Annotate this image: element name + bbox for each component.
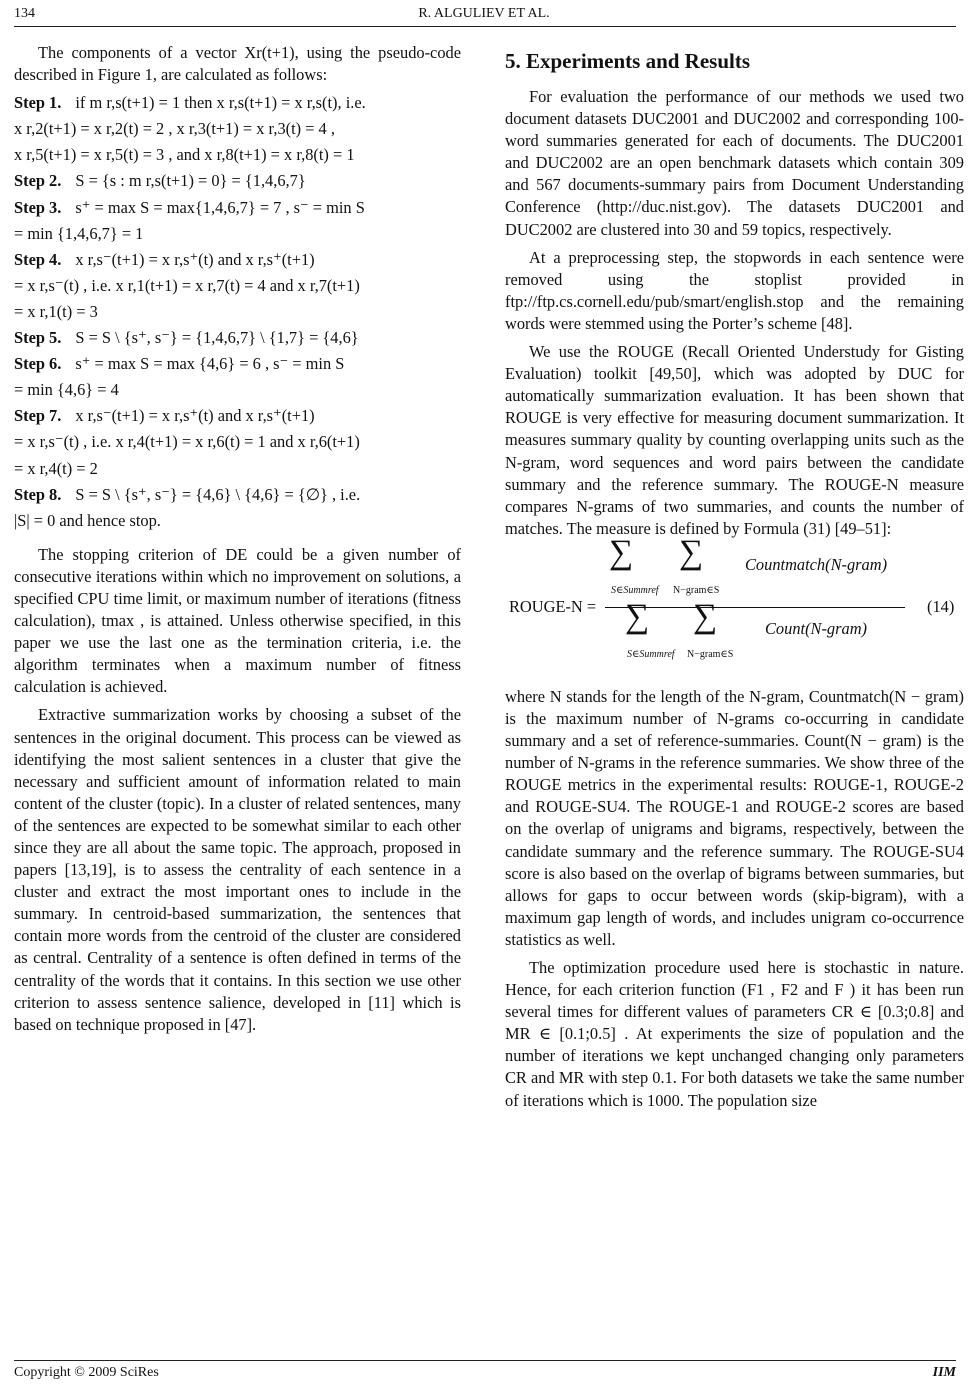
step-expression: s⁺ = max S = max{1,4,6,7} = 7 , s⁻ = min S — [75, 197, 365, 217]
step-line — [14, 484, 461, 506]
step-expression: = x r,s⁻(t) , i.e. x r,4(t+1) = x r,6(t) = 1 and x r,6(t+1) — [14, 432, 360, 452]
step-expression: x r,s⁻(t+1) = x r,s⁺(t) and x r,s⁺(t+1) — [75, 406, 315, 426]
step-label: Step 5. — [14, 328, 62, 348]
step-line — [14, 379, 461, 401]
copyright: Copyright © 2009 SciRes — [14, 1365, 159, 1380]
denominator-sub-inner: N−gram∈S — [687, 648, 734, 660]
right-column — [505, 48, 964, 1112]
step-label: Step 2. — [14, 171, 62, 191]
numerator-term: Countmatch(N-gram) — [745, 554, 888, 574]
step-list — [14, 92, 461, 532]
extractive-summarization-paragraph: Extractive summarization works by choosing a subset of the sentences in the original document. This process can be viewed as identifying the most salient sentences in a cluster that give the necessary and sufficient amount of information related to main content of the cluster (topic). In a cluster of related sentences, many of the sentences are expected to be somewhat similar to each other since they are all about the same topic. The approach, proposed in papers [13,19], is to assess the centrality of each sentence in a cluster and extract the most important ones to include in the summary. In centroid-based summarization, the sentences that contain more words from the centroid of the cluster are considered as central. Centrality of a sentence is often defined in terms of the centrality of the words that it contains. In this section we use other criterion to assess sentence salience, developed in [11] which is based on technique proposed in [47]. — [14, 705, 461, 1034]
preprocessing-paragraph: At a preprocessing step, the stopwords in each sentence were removed using the stoplist provided in ftp://ftp.cs.cornell.edu/pub/smart/english.stop and the remaining words were stemmed using the Porter’s scheme [48]. — [505, 247, 964, 333]
step-line — [14, 249, 461, 271]
step-line — [14, 510, 461, 532]
rouge-formula — [505, 533, 964, 678]
numerator-sub-inner: N−gram∈S — [673, 584, 720, 596]
step-label: Step 4. — [14, 249, 62, 269]
step-expression: x r,s⁻(t+1) = x r,s⁺(t) and x r,s⁺(t+1) — [75, 249, 315, 269]
step-line — [14, 144, 461, 166]
step-expression: if m r,s(t+1) = 1 then x r,s(t+1) = x r,s(t), i.e. — [75, 93, 366, 113]
step-expression: = min {4,6} = 4 — [14, 380, 119, 400]
sum-symbol: ∑ — [625, 597, 650, 635]
step-label: Step 7. — [14, 406, 62, 426]
section-heading: 5. Experiments and Results — [505, 49, 751, 73]
step-line — [14, 327, 461, 349]
step-line — [14, 353, 461, 375]
page-number: 134 — [14, 6, 35, 21]
step-label: Step 1. — [14, 93, 62, 113]
where-paragraph: where N stands for the length of the N-gram, Countmatch(N − gram) is the maximum number of N-grams co-occurring in candidate summary and a set of reference-summaries. Count(N − gram) is the number of N-grams in the reference summaries. We show three of the ROUGE metrics in the experimental results: ROUGE-1, ROUGE-2 and ROUGE-SU4. The ROUGE-1 and ROUGE-2 scores are based on the overlap of unigrams and bigrams, respectively, between the candidate summary and the reference summary. The ROUGE-SU4 score is also based on the overlap of bigrams between summaries, but allows for gaps to occur between words (skip-bigram), with a maximum gap length of words, and includes unigram co-occurrence statistics as well. — [505, 686, 964, 949]
step-line — [14, 92, 461, 114]
step-expression: = x r,1(t) = 3 — [14, 301, 98, 321]
left-column — [14, 42, 461, 1036]
step-label: Step 8. — [14, 484, 62, 504]
step-expression: x r,5(t+1) = x r,5(t) = 3 , and x r,8(t+1) = x r,8(t) = 1 — [14, 145, 355, 165]
footer-rule — [14, 1360, 956, 1361]
equation-number: (14) — [927, 596, 955, 616]
fraction-bar — [605, 607, 905, 608]
denominator-term: Count(N-gram) — [765, 618, 867, 638]
step-line — [14, 223, 461, 245]
intro-paragraph: The components of a vector Xr(t+1), using the pseudo-code described in Figure 1, are calculated as follows: — [14, 43, 461, 85]
denominator-sub-outer: S∈Summref — [627, 648, 675, 660]
step-expression: |S| = 0 and hence stop. — [14, 510, 161, 530]
step-expression: = min {1,4,6,7} = 1 — [14, 223, 144, 243]
step-line — [14, 170, 461, 192]
step-line — [14, 301, 461, 323]
step-expression: = x r,s⁻(t) , i.e. x r,1(t+1) = x r,7(t) = 4 and x r,7(t+1) — [14, 275, 360, 295]
step-expression: x r,2(t+1) = x r,2(t) = 2 , x r,3(t+1) = x r,3(t) = 4 , — [14, 119, 335, 139]
header-rule — [14, 26, 956, 27]
step-expression: S = S \ {s⁺, s⁻} = {4,6} \ {4,6} = {∅} , i.e. — [75, 484, 361, 504]
sum-symbol: ∑ — [693, 597, 718, 635]
step-line — [14, 458, 461, 480]
step-expression: S = {s : m r,s(t+1) = 0} = {1,4,6,7} — [75, 171, 306, 191]
step-expression: s⁺ = max S = max {4,6} = 6 , s⁻ = min S — [75, 354, 345, 374]
evaluation-paragraph: For evaluation the performance of our methods we used two document datasets DUC2001 and DUC2002 and corresponding 100-word summaries generated for each of documents. The DUC2001 and DUC2002 are an open benchmark datasets which contain 309 and 567 documents-summary pairs from Document Understanding Conference (http://duc.nist.gov). The datasets DUC2001 and DUC2002 are clustered into 30 and 59 topics, respectively. — [505, 87, 964, 239]
step-label: Step 3. — [14, 197, 62, 217]
running-title: R. ALGULIEV ET AL. — [418, 6, 550, 21]
journal-name: IIM — [932, 1365, 956, 1380]
step-line — [14, 405, 461, 427]
step-expression: = x r,4(t) = 2 — [14, 458, 98, 478]
numerator-sub-outer: S∈Summref — [611, 584, 659, 596]
step-line — [14, 197, 461, 219]
step-expression: S = S \ {s⁺, s⁻} = {1,4,6,7} \ {1,7} = {4,6} — [75, 328, 359, 348]
step-label: Step 6. — [14, 354, 62, 374]
sum-symbol: ∑ — [609, 533, 634, 571]
stopping-criterion-paragraph: The stopping criterion of DE could be a given number of consecutive iterations within which no improvement on solutions, a specified CPU time limit, or maximum number of iterations (fitness calculation), tmax , is attained. Unless otherwise specified, in this paper we use the last one as the termination criteria, i.e. the algorithm terminates when a maximum number of fitness calculation is achieved. — [14, 544, 461, 697]
step-line — [14, 118, 461, 140]
formula-lhs: ROUGE-N = — [509, 596, 597, 616]
step-line — [14, 275, 461, 297]
step-line — [14, 431, 461, 453]
optimization-paragraph: The optimization procedure used here is stochastic in nature. Hence, for each criterion function (F1 , F2 and F ) it has been run several times for different values of parameters CR ∈ [0.3;0.8] and MR ∈ [0.1;0.5] . At experiments the size of population and the number of iterations we kept unchanged changing only parameters CR and MR with step 0.1. For both datasets we take the same number of iterations which is 1000. The population size — [505, 958, 964, 1110]
rouge-paragraph: We use the ROUGE (Recall Oriented Understudy for Gisting Evaluation) toolkit [49,50], which was adopted by DUC for automatically summarization evaluation. It has been shown that ROUGE is very effective for measuring document summarization. It measures summary quality by counting overlapping units such as the N-gram, word sequences and word pairs between the candidate summary and the reference summary. The ROUGE-N measure compares N-grams of two summaries, and counts the number of matches. The measure is defined by Formula (31) [49–51]: — [505, 342, 964, 538]
sum-symbol: ∑ — [679, 533, 704, 571]
